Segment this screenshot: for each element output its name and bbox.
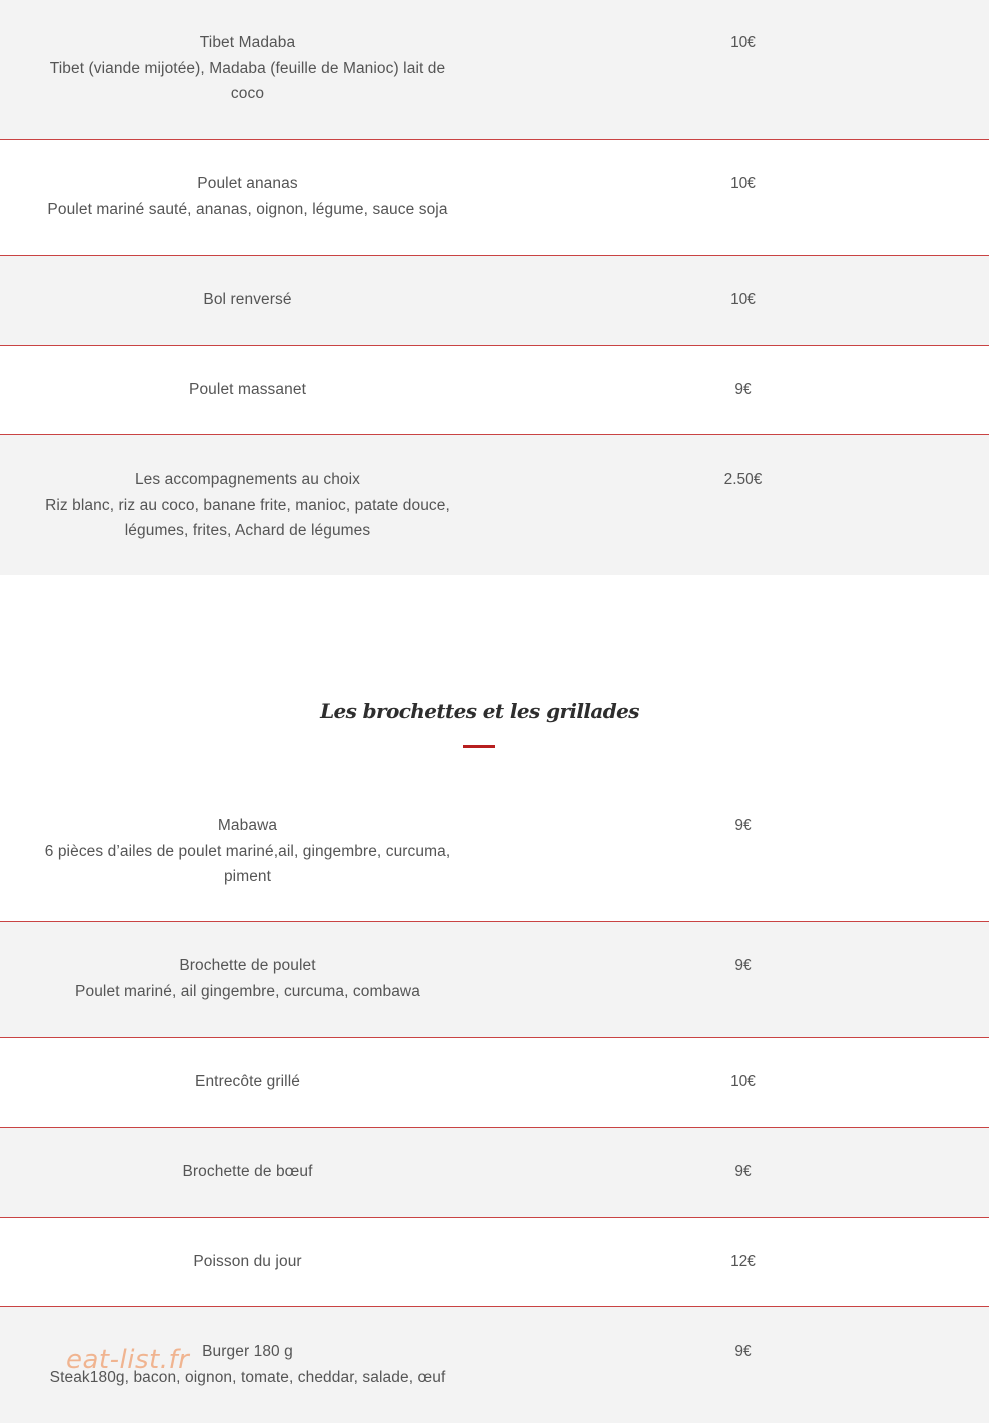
menu-item-name: Poisson du jour [193,1253,302,1270]
menu-item-text [40,1069,455,1095]
menu-item-description: 6 pièces d’ailes de poulet mariné,ail, gingembre, curcuma, piment [44,842,451,885]
menu-section-main-dishes [0,0,989,575]
menu-item-text [40,813,455,890]
menu-item-row [0,435,989,575]
menu-item-price: 9€ [734,1163,752,1180]
menu-item-price: 9€ [734,381,752,398]
menu-item-name: Brochette de bœuf [182,1163,313,1180]
section-title: Les brochettes et les grillades [320,699,639,723]
menu-item-name: Brochette de poulet [179,957,316,974]
menu-item-name: Poulet ananas [197,175,298,192]
menu-item-price: 10€ [730,34,756,51]
menu-item-name: Entrecôte grillé [195,1073,300,1090]
menu-item-price: 10€ [730,1073,756,1090]
menu-item-description: Steak180g, bacon, oignon, tomate, cheddar, salade, œuf [49,1368,446,1386]
menu-item-text [40,287,455,313]
menu-item-price: 9€ [734,957,752,974]
menu-item-text [40,30,455,107]
menu-item-description: Riz blanc, riz au coco, banane frite, manioc, patate douce, légumes, frites, Achard de légumes [45,496,450,539]
menu-item-name: Poulet massanet [189,381,306,398]
menu-item-text [40,171,455,222]
section-header [0,575,989,783]
menu-section-skewers-grills [0,783,989,1423]
menu-item-row [0,256,989,346]
menu-item-price: 12€ [730,1253,756,1270]
menu-item-row [0,1218,989,1307]
menu-item-text [40,1249,455,1275]
menu-item-name: Burger 180 g [202,1343,293,1360]
menu-item-price: 9€ [734,817,752,834]
menu-item-name: Tibet Madaba [199,34,296,51]
menu-item-description: Poulet mariné sauté, ananas, oignon, légume, sauce soja [47,200,448,218]
title-underline [463,745,495,748]
menu-item-row [0,1128,989,1218]
menu-item-name: Bol renversé [203,291,292,308]
menu-item-name: Les accompagnements au choix [134,471,361,488]
menu-item-price: 10€ [730,175,756,192]
menu-item-row [0,140,989,256]
menu-item-description: Poulet mariné, ail gingembre, curcuma, combawa [75,982,420,1000]
menu-item-text [40,467,455,544]
menu-item-price: 2.50€ [723,471,763,488]
menu-item-name: Mabawa [217,817,278,834]
menu-item-text [40,1159,455,1185]
menu-item-text [40,377,455,403]
menu-item-price: 10€ [730,291,756,308]
menu-item-description: Tibet (viande mijotée), Madaba (feuille de Manioc) lait de coco [49,59,446,102]
menu-item-text [40,953,455,1004]
menu-item-row [0,783,989,922]
menu-item-row [0,0,989,140]
menu-item-row [0,922,989,1038]
watermark-logo: eat-list.fr [66,1345,190,1375]
menu-item-row [0,1038,989,1128]
menu-item-price: 9€ [734,1343,752,1360]
menu-item-row [0,346,989,435]
